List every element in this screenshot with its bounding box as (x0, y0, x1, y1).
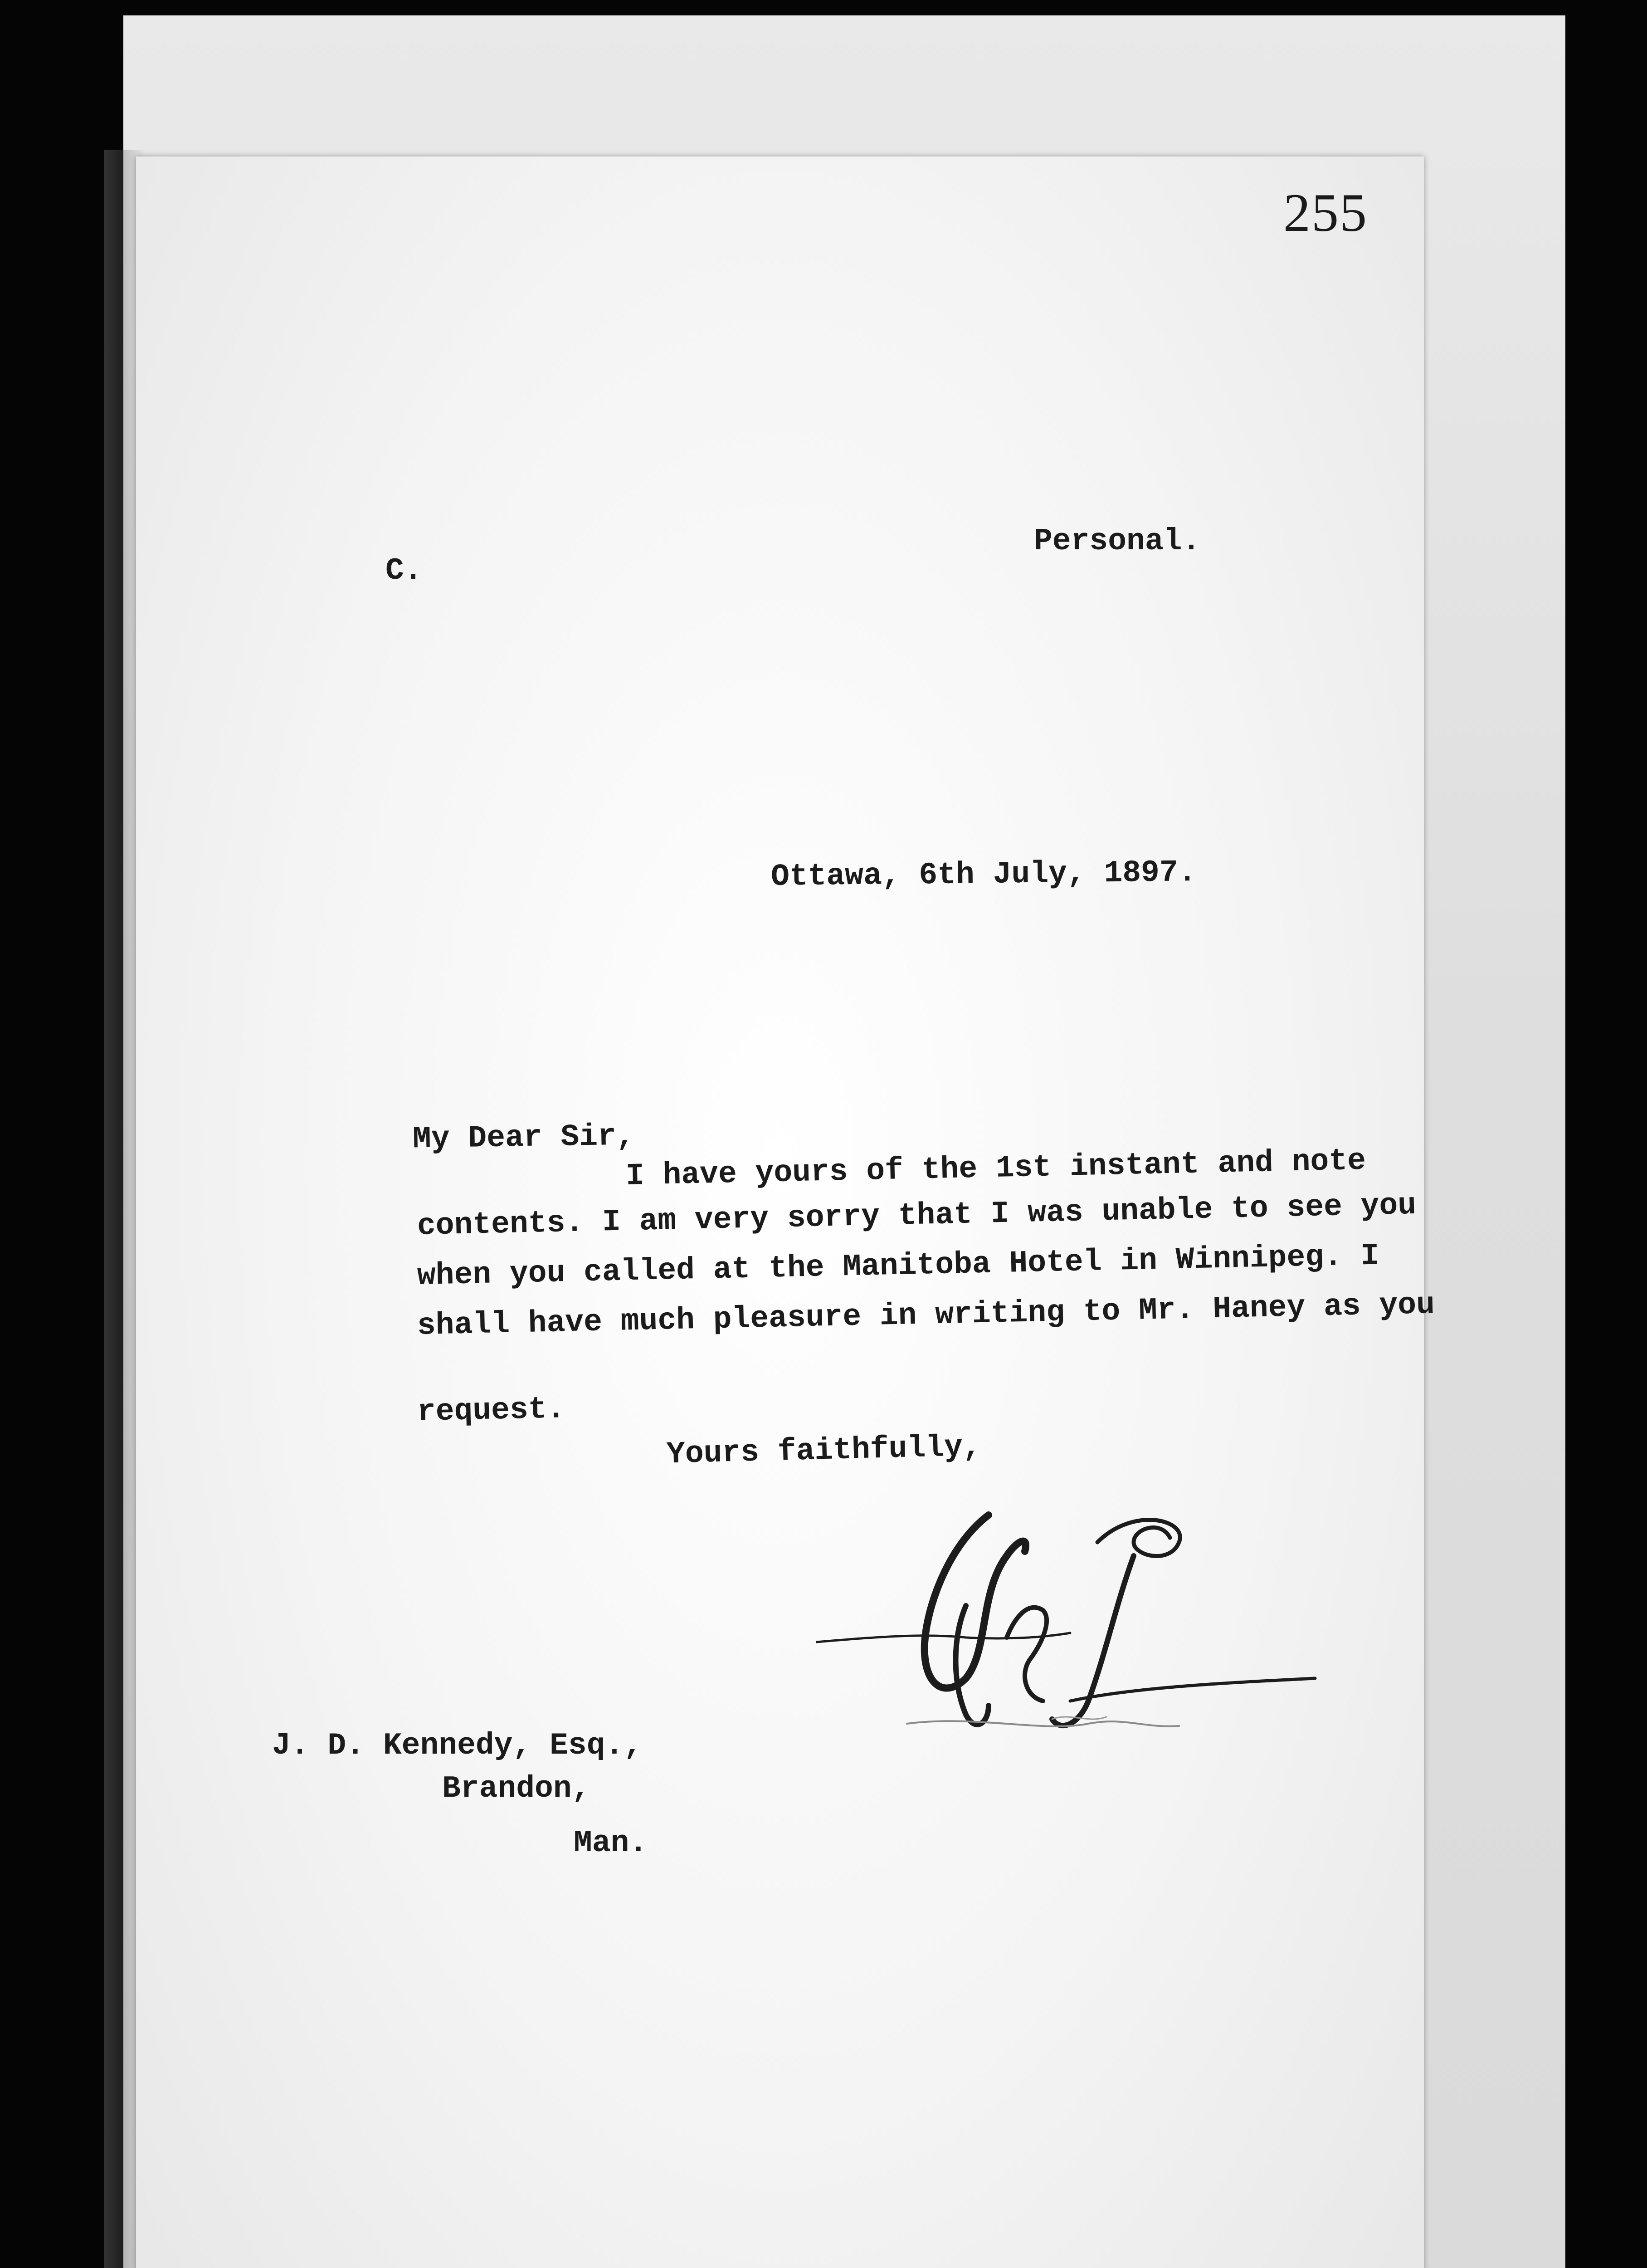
page-number: 255 (1283, 182, 1368, 243)
body-line: contents. I am very sorry that I was unable to see you (417, 1188, 1417, 1244)
body-line: when you called at the Manitoba Hotel in Winnipeg. I (417, 1238, 1380, 1294)
recipient-city: Brandon, (442, 1771, 590, 1806)
dateline: Ottawa, 6th July, 1897. (770, 855, 1197, 894)
recipient-name: J. D. Kennedy, Esq., (272, 1728, 643, 1763)
body-line: shall have much pleasure in writing to Mr. Haney as you (417, 1287, 1435, 1344)
closing: Yours faithfully, (666, 1429, 982, 1472)
body-line: I have yours of the 1st instant and note (625, 1143, 1366, 1194)
salutation: My Dear Sir, (412, 1119, 635, 1157)
classification-label: Personal. (1034, 524, 1201, 559)
handwritten-signature (816, 1488, 1428, 1796)
recipient-province: Man. (574, 1826, 648, 1861)
file-marker: C. (385, 553, 423, 588)
body-line: request. (417, 1392, 566, 1430)
